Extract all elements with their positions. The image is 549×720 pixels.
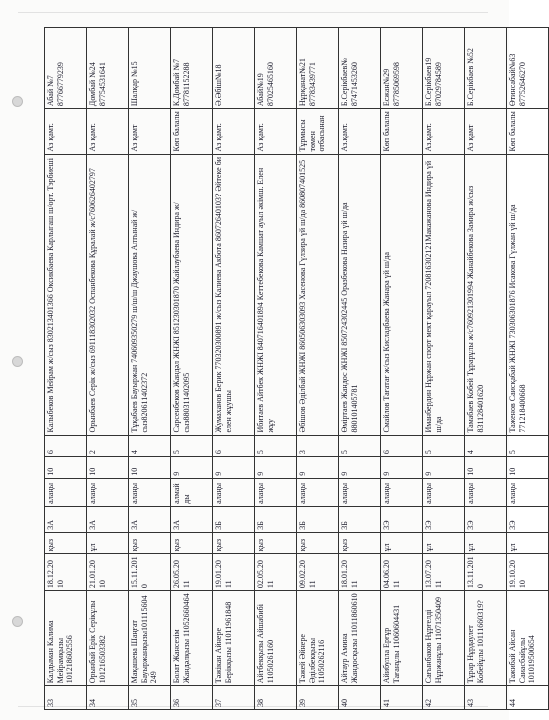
class-cell: 3Э: [507, 506, 549, 532]
student-name-id-cell: Айтбекқызы Айшабибі 11050261160: [255, 591, 297, 686]
address-phone-cell: Нұрқанат№21 87783439771: [297, 28, 339, 109]
address-phone-cell: Б.Серікбаев №52: [465, 28, 507, 109]
gender-cell: қыз: [129, 532, 171, 554]
class-cell: 3Б: [339, 506, 381, 532]
birth-date-cell: 19.01.2011: [213, 554, 255, 591]
table-row: [507, 28, 549, 710]
table-row: [423, 28, 465, 710]
table-row: [87, 28, 129, 710]
birth-date-cell: 26.05.2011: [171, 554, 213, 591]
student-name-id-cell: Орынбай Ерік Серікұлы 101216503382: [87, 591, 129, 686]
address-phone-cell: К.Домбай №7 87781152288: [171, 28, 213, 109]
parents-info-cell: Ибитаев Айтбек ЖНЖІ 840716401894 Кеттебекова Камшат ауыл әкімш. Елен жұу: [255, 154, 297, 435]
parents-info-cell: Смайлов Тағатағ ж/сыз Кисладбаева Жанара үй ш/да: [381, 154, 423, 435]
class-cell: 3Э: [423, 506, 465, 532]
class-cell: 3Э: [381, 506, 423, 532]
parents-info-cell: Орынбаев Серік ж/сыз 691118302032 Оспанбекова Құралай ж/с760626402797: [87, 154, 129, 435]
table-row: [381, 28, 423, 710]
table-row: [129, 28, 171, 710]
table-row: [45, 28, 87, 710]
age-cell: 9: [423, 457, 465, 479]
row-number-cell: 37: [213, 686, 255, 710]
family-status-cell: Тұрмысы төмен отбасынан: [297, 109, 339, 154]
family-status-cell: Аз қамт.: [87, 109, 129, 154]
birth-date-cell: 02.05.2011: [255, 554, 297, 591]
language-cell: алмайды: [171, 478, 213, 506]
gender-cell: ұл: [423, 532, 465, 554]
language-cell: алаңы: [213, 478, 255, 506]
class-cell: 3Б: [255, 506, 297, 532]
row-number-cell: 40: [339, 686, 381, 710]
address-phone-cell: Абай №7 87766779239: [45, 28, 87, 109]
age-cell: 10: [87, 457, 129, 479]
family-status-cell: Аз.қамт.: [423, 109, 465, 154]
row-number-cell: 42: [423, 686, 465, 710]
parents-info-cell: Өміртаев Жандос ЖНЖІ 850724302445 Оразбекова Назира үй ш/да 880101405781: [339, 154, 381, 435]
class-cell: 3Б: [213, 506, 255, 532]
count-cell: 4: [129, 435, 171, 457]
language-cell: алаңы: [381, 478, 423, 506]
address-phone-cell: Абай№19 87025465160: [255, 28, 297, 109]
birth-date-cell: 19.10.2010: [507, 554, 549, 591]
birth-date-cell: 18.01.2011: [339, 554, 381, 591]
parents-info-cell: Иманбердин Нұржан спорт мект қарауыл 720816302121Макажанова Индира үй ш/да: [423, 154, 465, 435]
class-cell: 3Б: [297, 506, 339, 532]
birth-date-cell: 09.02.2011: [297, 554, 339, 591]
count-cell: 5: [507, 435, 549, 457]
student-name-id-cell: Мақашева Шаңғат Бауыржанқызы101115604249: [129, 591, 171, 686]
language-cell: алаңы: [129, 478, 171, 506]
age-cell: 9: [381, 457, 423, 479]
gender-cell: қыз: [339, 532, 381, 554]
birth-date-cell: 21.01.2010: [87, 554, 129, 591]
family-status-cell: Көп балалы: [171, 109, 213, 154]
class-cell: 3А: [171, 506, 213, 532]
language-cell: алаңы: [255, 478, 297, 506]
family-status-cell: Аз.қамт.: [339, 109, 381, 154]
family-status-cell: Аз қамт: [129, 109, 171, 154]
count-cell: 6: [381, 435, 423, 457]
count-cell: 4: [465, 435, 507, 457]
age-cell: 10: [465, 457, 507, 479]
address-phone-cell: Есжан№29 87785069598: [381, 28, 423, 109]
class-cell: 3А: [87, 506, 129, 532]
table-row: [339, 28, 381, 710]
count-cell: 2: [87, 435, 129, 457]
age-cell: 9: [171, 457, 213, 479]
gender-cell: ұл: [465, 532, 507, 554]
parents-info-cell: Сарсенбеков Жандәл ЖНЖІ 851230301870 Жайлаубаева Индира ж/сыз880311402095: [171, 154, 213, 435]
family-status-cell: Аз қамт.: [45, 109, 87, 154]
family-status-cell: Көп балалы: [381, 109, 423, 154]
class-cell: 3А: [129, 506, 171, 532]
address-phone-cell: Б.Серікбаев19 87029784589: [423, 28, 465, 109]
gender-cell: қыз: [255, 532, 297, 554]
address-phone-cell: Б.Серікбаев№ 87471453260: [339, 28, 381, 109]
student-name-id-cell: Тәжей Әйнере Әділбекқызы 11050262116: [297, 591, 339, 686]
row-number-cell: 34: [87, 686, 129, 710]
address-phone-cell: Өтинсабай№63 87752646270: [507, 28, 549, 109]
row-number-cell: 35: [129, 686, 171, 710]
student-name-id-cell: Айибулла Ерғұр Тағанұлы 11060604431: [381, 591, 423, 686]
table-row: [171, 28, 213, 710]
age-cell: 10: [507, 457, 549, 479]
address-phone-cell: Ә.Әбіш№18: [213, 28, 255, 109]
family-status-cell: Аз қамт.: [255, 109, 297, 154]
student-name-id-cell: Айтаур Амина Жандосқызы 11011860610: [339, 591, 381, 686]
language-cell: алаңы: [423, 478, 465, 506]
count-cell: 6: [213, 435, 255, 457]
row-number-cell: 41: [381, 686, 423, 710]
count-cell: 6: [45, 435, 87, 457]
language-cell: алаңы: [87, 478, 129, 506]
language-cell: алаңы: [45, 478, 87, 506]
parents-info-cell: Жумаханов Берик 770320300891 ж/сыз Калиева Акбота 86072640103? Әйтеке би елен жұушы: [213, 154, 255, 435]
count-cell: 5: [171, 435, 213, 457]
age-cell: 9: [339, 457, 381, 479]
parents-info-cell: Әбішов Әділбай ЖНЖІ 860506303093 Хасенова Гүлзира үй ш/да 860807401525: [297, 154, 339, 435]
birth-date-cell: 15.11.2010: [129, 554, 171, 591]
parents-info-cell: Тұқабаев Бауыржан 740609350279 ш/ш/ш Джаушова Алтынай ж/сыз820611402372: [129, 154, 171, 435]
row-number-cell: 33: [45, 686, 87, 710]
student-name-id-cell: Тәжікан Айнере Берікқызы 11011961848: [213, 591, 255, 686]
student-name-id-cell: Тұрар Нұрдаулет Кобейұлы 10111660319?: [465, 591, 507, 686]
address-phone-cell: Шалқар №15: [129, 28, 171, 109]
student-table: [44, 27, 549, 710]
birth-date-cell: 13.07.2011: [423, 554, 465, 591]
student-name-id-cell: Сағынбаков Нұрғелді Нұржанұлы 11071350409: [423, 591, 465, 686]
family-status-cell: Көп балалы: [507, 109, 549, 154]
count-cell: 3: [297, 435, 339, 457]
table-row: [255, 28, 297, 710]
gender-cell: қыз: [297, 532, 339, 554]
table-row: [213, 28, 255, 710]
language-cell: алаңы: [297, 478, 339, 506]
count-cell: 5: [423, 435, 465, 457]
student-name-id-cell: Калдыман Калима Мейрамқызы 101218602556: [45, 591, 87, 686]
age-cell: 9: [213, 457, 255, 479]
gender-cell: ұл: [381, 532, 423, 554]
row-number-cell: 38: [255, 686, 297, 710]
row-number-cell: 36: [171, 686, 213, 710]
address-phone-cell: Домбай №24 87754531641: [87, 28, 129, 109]
class-cell: 3Э: [465, 506, 507, 532]
student-name-id-cell: Болат Жансезім Жандәлқызы 11052660464: [171, 591, 213, 686]
gender-cell: ұл: [507, 532, 549, 554]
birth-date-cell: 13.11.2010: [465, 554, 507, 591]
language-cell: алаңы: [465, 478, 507, 506]
age-cell: 9: [255, 457, 297, 479]
student-name-id-cell: Тажибай Айсан Саиасбайұлы 101019500654: [507, 591, 549, 686]
age-cell: 10: [45, 457, 87, 479]
row-number-cell: 43: [465, 686, 507, 710]
age-cell: 9: [297, 457, 339, 479]
age-cell: 10: [129, 457, 171, 479]
gender-cell: қыз: [171, 532, 213, 554]
table-row: [297, 28, 339, 710]
language-cell: алаңы: [339, 478, 381, 506]
count-cell: 5: [339, 435, 381, 457]
parents-info-cell: Тамабаев Кобей Тұрарұлы ж/с760921301994 Жанайбекова Замира ж/сыз 831128401620: [465, 154, 507, 435]
gender-cell: қыз: [213, 532, 255, 554]
row-number-cell: 44: [507, 686, 549, 710]
class-cell: 3А: [45, 506, 87, 532]
parents-info-cell: Калыбеков Мейрам ж/сыз 830213401366 Оксикбаева Карлыгаш ш/орт. Тэрбиеші: [45, 154, 87, 435]
parents-info-cell: Таженов Саисқабай ЖНЖІ 730306301876 Исакова Гүлжан үй ш/да 771218400668: [507, 154, 549, 435]
birth-date-cell: 18.12.2010: [45, 554, 87, 591]
family-status-cell: Аз қамт.: [213, 109, 255, 154]
gender-cell: ұл: [87, 532, 129, 554]
birth-date-cell: 04.06.2011: [381, 554, 423, 591]
language-cell: алаңы: [507, 478, 549, 506]
count-cell: 5: [255, 435, 297, 457]
family-status-cell: Аз қамт: [465, 109, 507, 154]
gender-cell: қыз: [45, 532, 87, 554]
table-row: [465, 28, 507, 710]
row-number-cell: 39: [297, 686, 339, 710]
